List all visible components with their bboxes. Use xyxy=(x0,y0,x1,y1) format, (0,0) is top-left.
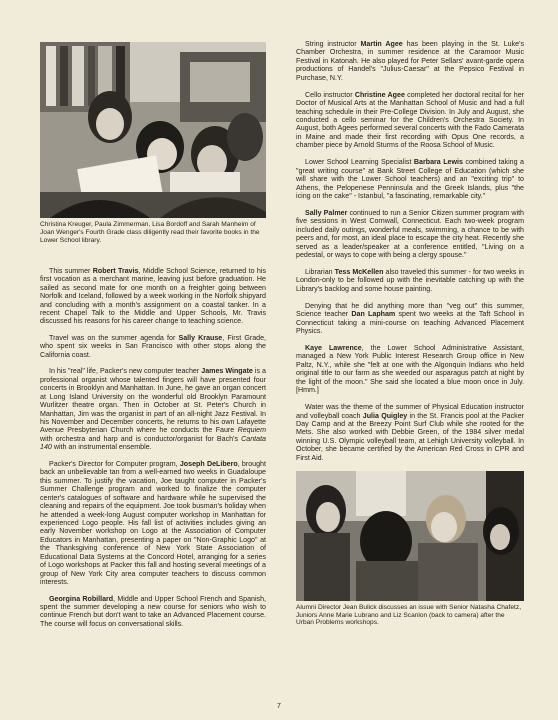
name-joseph-delibero: Joseph DeLibero xyxy=(179,459,238,468)
name-barbara-lewis: Barbara Lewis xyxy=(413,158,463,167)
library-reading-photo xyxy=(40,42,266,218)
article-delibero: Packer's Director for Computer program, Joseph DeLibero, brought back an unbelievable tan from a well-earned two weeks in Guadaloupe this summer. To justify the vacation, Joe taught computer in Packer's Summer Challenge program and worked to finalize the computer center's catalogues of software and hardware while he supervised the cleaning and repairs of the equipment. Joe took busman's holiday when he attended a week-long August computer workshop in Manhattan for experienced Logo people. His fall list of activities includes giving an early November workshop on Logo at the Association of Computer Educators in Manhattan, presenting a paper on "Non-Graphic Logo" at the Thanksgiving conference of New York State Association of Educational Data Systems at the Concord Hotel, arranging for a series of Logo workshops at Packer this fall and hosting several meetings of a group of New York City area computer teachers to discuss common interests. xyxy=(40,459,266,587)
article-palmer: Sally Palmer continued to run a Senior Citizen summer program with five sessions in West Cornwall, Connecticut. Each two-week program included daily outings, wonderful meals, swimming, a chance to be with peers and, for most, an ideal place to escape the city heat. Recently she served as a leader/speaker at a conference entitled, "Living on a pedestal, or ways to cope with being a clergy spouse." xyxy=(296,208,525,260)
name-robert-travis: Robert Travis xyxy=(92,266,139,275)
name-tess-mckellen: Tess McKellen xyxy=(334,267,384,276)
article-martin-agee: String instructor Martin Agee has been playing in the St. Luke's Chamber Orchestra, in summer residence at the Caramoor Music Festival in Katonah. He also played for Peter Sellars' avant-garde opera productions of Handel's "Julius-Caesar" at the Pepsico Festival in Purchase, N.Y. xyxy=(296,40,524,82)
name-dan-lapham: Dan Lapham xyxy=(351,310,396,319)
article-mckellen: Librarian Tess McKellen also traveled this summer - for two weeks in London-only to be followed up with the inevitable catching up with the Library's backlog and some house painting. xyxy=(296,267,524,293)
photo-caption-alumni: Alumni Director Jean Bulick discusses an issue with Senior Natasha Chafetz, Juniors Anne Marie Lubrano and Liz Scanlon (back to camera) after the Urban Problems workshops. xyxy=(296,603,522,627)
right-column xyxy=(296,40,524,627)
name-kaye-lawrence: Kaye Lawrence xyxy=(305,343,362,352)
page-number: 7 xyxy=(277,703,281,710)
article-christine-agee: Cello instructor Christine Agee completed her doctoral recital for her Doctor of Musical Arts at the Manhattan School of Music and had a full teaching schedule in their Pre-College Division. In July and August, she conducted a cello seminar for the Children's Orchestra Society. In August, both Agees performed several concerts with the Fado Camerata in Maine and made their first recording with Opus One records, a chamber piece by Arnold Sturms of the Roosa School of Music. xyxy=(296,90,525,150)
name-james-wingate: James Wingate xyxy=(201,367,253,376)
left-column xyxy=(40,42,266,636)
article-lapham: Denying that he did anything more than "veg out" this summer, Science teacher Dan Lapham spent two weeks at the Taft School in Connecticut taking a mini-course on teaching Advanced Placement Physics. xyxy=(296,301,524,336)
article-quigley: Water was the theme of the summer of Physical Education instructor and volleyball coach Julia Quigley in the St. Francis pool at the Packer Day Camp and at the Breezy Point Surf Club while she rooted for the Mets. She also worked with Debbie Green, of the 1984 silver medal winning U.S. Olympic volleyball team, at Lehigh University volleyball. In October, she became certified by the American Red Cross in CPR and First Aid. xyxy=(296,403,524,462)
photo-caption-library: Christina Kreuger, Paula Zimmerman, Lisa Bordoff and Sarah Manheim of Joan Wenger's Fourth Grade class diligently read their favorite books in the Lower School library. xyxy=(40,221,260,244)
article-krause: Travel was on the summer agenda for Sally Krause, First Grade, who spent six weeks in San Francisco with other stops along the California coast. xyxy=(40,333,267,359)
article-lawrence: Kaye Lawrence, the Lower School Administrative Assistant, managed a New York Public Interest Research Group office in New Paltz, N.Y., while she "felt at one with the Algonquin Indians who held original title to our farm as she weeded our asparagus patch at night by the light of the moon." She said she located a blue moon once in July. [Hmm.] xyxy=(296,343,525,395)
article-lewis: Lower School Learning Specialist Barbara Lewis combined taking a "great writing course" at Bank Street College of Education (which she will share with the Lower School teachers) and an "exciting trip" to Athens, the Pelopenese Penninsula and the Greek Islands, plus "the icing on the cake" - Istanbul, "a fascinating, remarkable city." xyxy=(296,158,524,201)
article-travis: This summer Robert Travis, Middle School Science, returned to his first vocation as a merchant marine, leaving just before graduation. He sailed as second mate for one month on a freighter going between Norfolk and Iceland, followed by a week working in the Norfolk shipyard and concluding with a month's assignment on a coastal tanker. In a recent Chapel Talk to the Middle and Upper Schools, Mr. Travis discussed his reasons for his career change to teaching science. xyxy=(40,266,266,326)
alumni-discussion-photo xyxy=(296,471,524,601)
name-christine-agee: Christine Agee xyxy=(354,90,405,99)
name-julia-quigley: Julia Quigley xyxy=(362,411,408,420)
name-sally-palmer: Sally Palmer xyxy=(305,208,348,217)
article-robillard: Georgina Robillard, Middle and Upper School French and Spanish, spent the summer developing a new course for seniors who wish to continue French but don't want to take an Advanced Placement course. The course will focus on conversational skills. xyxy=(40,594,267,628)
name-sally-krause: Sally Krause xyxy=(178,333,223,342)
name-georgina-robillard: Georgina Robillard xyxy=(49,594,114,603)
article-wingate: In his "real" life, Packer's new computer teacher James Wingate is a professional organist whose talented fingers will have presented four concerts in Brooklyn and Manhattan. In June, he gave an organ concert at Long Island University on the wonderful old Brooklyn Paramount Wurlitzer theatre organ. Then in October at St. Peter's Church in Manhattan, Jim was the organist in part of an all-night Jazz Festival. In his November and December concerts, he returns to his own Lafayette Avenue Presbyterian Church where he conducts the Faure Requiem with orchestra and harp and is conductor/organist for Bach's Cantata 140 with an instrumental ensemble. xyxy=(40,367,266,452)
name-martin-agee: Martin Agee xyxy=(360,40,403,48)
